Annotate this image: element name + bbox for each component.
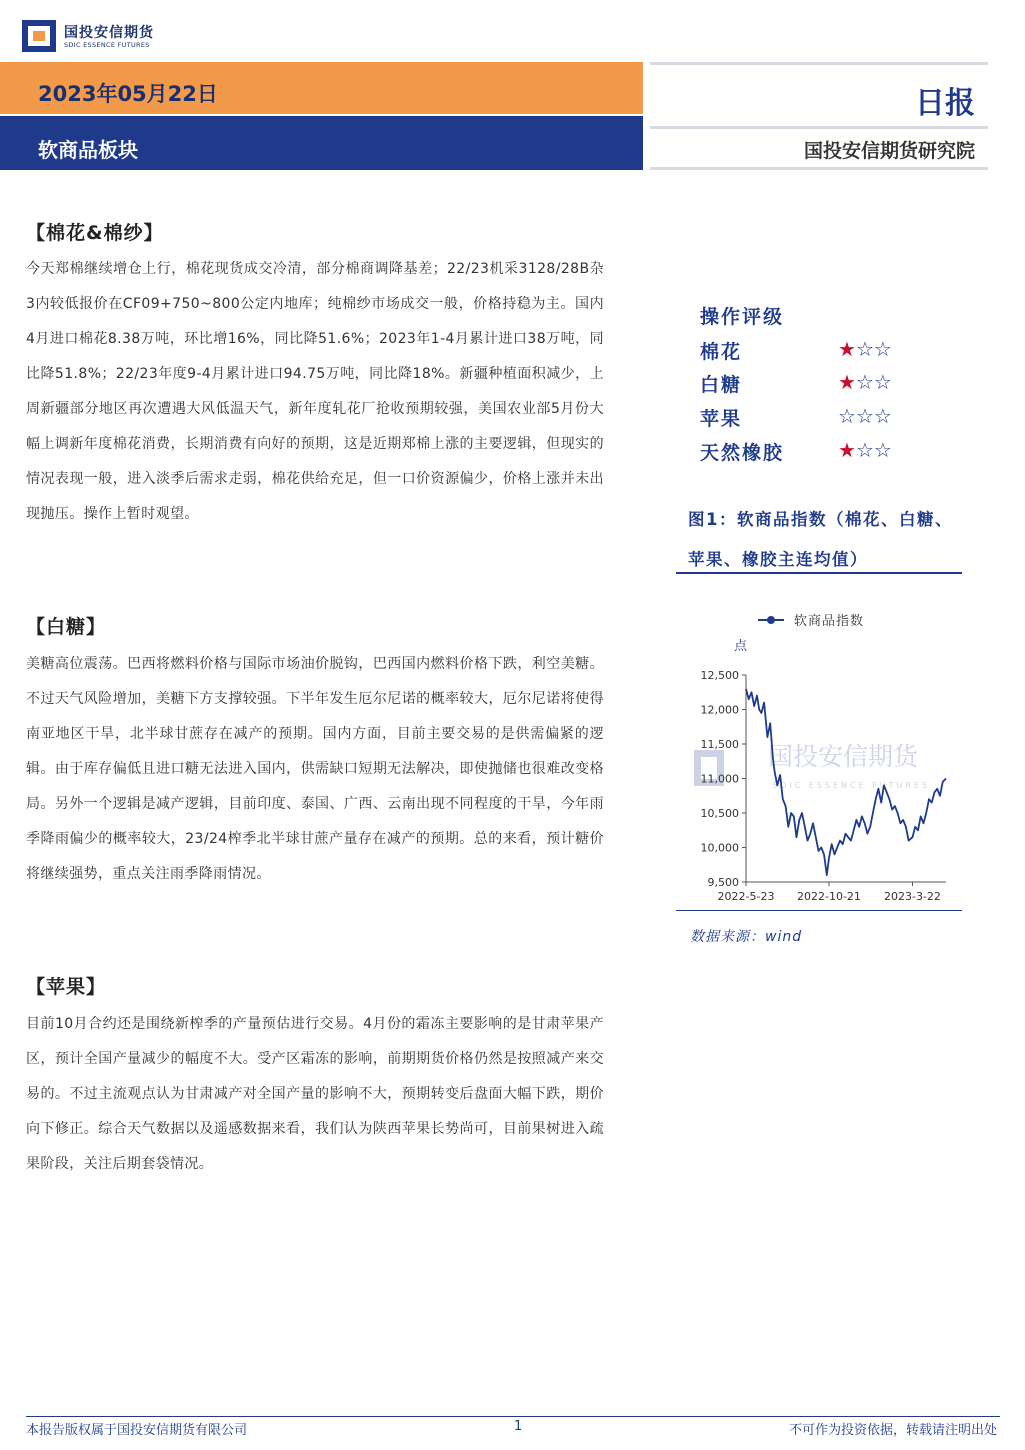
star-empty-icon: ☆ bbox=[855, 438, 874, 462]
watermark-text-cn: 国投安信期货 bbox=[768, 742, 919, 771]
star-empty-icon: ☆ bbox=[855, 404, 874, 428]
y-tick-label: 12,000 bbox=[700, 703, 739, 717]
figure-title: 图1：软商品指数（棉花、白糖、苹果、橡胶主连均值） bbox=[688, 510, 953, 569]
header-rule-bottom bbox=[650, 167, 988, 170]
rating-stars bbox=[838, 438, 892, 462]
rating-row bbox=[700, 404, 920, 434]
rating-item-name: 天然橡胶 bbox=[700, 442, 785, 464]
star-empty-icon: ☆ bbox=[873, 370, 892, 394]
star-empty-icon: ☆ bbox=[873, 404, 892, 428]
section-title-apple: 【苹果】 bbox=[26, 976, 107, 998]
y-axis bbox=[701, 669, 747, 889]
section-title-cotton: 【棉花&棉纱】 bbox=[26, 222, 164, 244]
footer-page-number: 1 bbox=[514, 1419, 523, 1434]
header-rule-top bbox=[650, 62, 988, 65]
rating-row bbox=[700, 337, 920, 367]
star-filled-icon: ★ bbox=[838, 438, 856, 462]
report-date: 2023年05月22日 bbox=[38, 82, 218, 106]
rating-row bbox=[700, 438, 920, 468]
institute-name: 国投安信期货研究院 bbox=[803, 140, 975, 162]
y-tick-label: 12,500 bbox=[700, 669, 739, 682]
line-chart bbox=[676, 600, 966, 905]
y-axis-unit-label: 点 bbox=[734, 639, 748, 654]
rating-item-name: 棉花 bbox=[700, 341, 743, 363]
y-tick-label: 10,000 bbox=[700, 841, 739, 855]
logo-name-cn: 国投安信期货 bbox=[64, 25, 154, 41]
figure-rule-bottom bbox=[676, 910, 962, 911]
rating-item-name: 白糖 bbox=[700, 374, 743, 396]
report-type: 日报 bbox=[915, 86, 975, 121]
rating-stars bbox=[838, 337, 892, 361]
report-sector: 软商品板块 bbox=[38, 138, 138, 162]
section-body-sugar: 美糖高位震荡。巴西将燃料价格与国际市场油价脱钩，巴西国内燃料价格下跌，利空美糖。不过天气风险增加，美糖下方支撑较强。下半年发生厄尔尼诺的概率较大，厄尔尼诺将使得南亚地区干旱，北半球甘蔗存在减产的预期。国内方面，目前主要交易的是供需偏紧的逻辑。由于库存偏低且进口糖无法进入国内，供需缺口短期无法解决，即使抛储也很难改变格局。另外一个逻辑是减产逻辑，目前印度、泰国、广西、云南出现不同程度的干旱，今年雨季降雨偏少的概率较大，23/24榨季北半球甘蔗产量存在减产的预期。总的来看，预计糖价将继续强势，重点关注雨季降雨情况。 bbox=[26, 656, 604, 882]
y-tick-label: 11,000 bbox=[700, 772, 739, 786]
star-filled-icon: ★ bbox=[838, 370, 856, 394]
legend-marker bbox=[767, 616, 775, 624]
star-empty-icon: ☆ bbox=[873, 438, 892, 462]
figure-rule-top bbox=[676, 572, 962, 574]
x-tick-label: 2023-3-22 bbox=[884, 890, 941, 903]
y-tick-label: 11,500 bbox=[700, 738, 739, 751]
rating-item-name: 苹果 bbox=[700, 408, 743, 430]
star-filled-icon: ★ bbox=[838, 337, 856, 361]
y-tick-label: 9,500 bbox=[707, 876, 739, 889]
footer-rule bbox=[26, 1416, 1000, 1417]
section-body-cotton: 今天郑棉继续增仓上行，棉花现货成交冷清，部分棉商调降基差；22/23机采3128/28B杂3内较低报价在CF09+750~800公定内地库；纯棉纱市场成交一般，价格持稳为主。国内4月进口棉花8.38万吨，环比增16%，同比降51.6%；2023年1-4月累计进口38万吨，同比降51.8%；22/23年度9-4月累计进口94.75万吨，同比降18%。新疆种植面积减少，上周新疆部分地区再次遭遇大风低温天气，新年度轧花厂抢收预期较强，美国农业部5月份大幅上调新年度棉花消费，长期消费有向好的预期，这是近期郑棉上涨的主要逻辑，但现实的情况表现一般，进入淡季后需求走弱，棉花供给充足，但一口价资源偏少，价格上涨并未出现抛压。操作上暂时观望。 bbox=[26, 261, 604, 522]
section-title-sugar: 【白糖】 bbox=[26, 616, 107, 638]
x-tick-label: 2022-5-23 bbox=[717, 890, 775, 903]
watermark-text-en: SDIC ESSENCE FUTURES bbox=[772, 781, 931, 790]
x-axis bbox=[718, 882, 946, 903]
rating-stars bbox=[838, 370, 892, 394]
star-empty-icon: ☆ bbox=[873, 337, 892, 361]
chart-legend bbox=[758, 613, 864, 629]
company-logo bbox=[22, 18, 212, 56]
x-tick-label: 2022-10-21 bbox=[796, 890, 861, 903]
star-empty-icon: ☆ bbox=[838, 404, 856, 428]
star-empty-icon: ☆ bbox=[855, 370, 874, 394]
footer-copyright: 本报告版权属于国投安信期货有限公司 bbox=[26, 1423, 248, 1438]
rating-row bbox=[700, 370, 920, 400]
logo-name-en: SDIC ESSENCE FUTURES bbox=[64, 41, 150, 49]
header-rule-middle bbox=[650, 126, 988, 129]
footer-disclaimer: 不可作为投资依据，转载请注明出处 bbox=[788, 1423, 997, 1438]
figure-source: 数据来源：wind bbox=[690, 929, 803, 945]
logo-mark-icon bbox=[22, 20, 56, 52]
rating-title: 操作评级 bbox=[700, 306, 785, 328]
legend-label: 软商品指数 bbox=[794, 614, 865, 629]
y-tick-label: 10,500 bbox=[700, 807, 739, 820]
section-body-apple: 目前10月合约还是围绕新榨季的产量预估进行交易。4月份的霜冻主要影响的是甘肃苹果产区，预计全国产量减少的幅度不大。受产区霜冻的影响，前期期货价格仍然是按照减产来交易的。不过主流观点认为甘肃减产对全国产量的影响不大，预期转变后盘面大幅下跌，期价向下修正。综合天气数据以及遥感数据来看，我们认为陕西苹果长势尚可，目前果树进入疏果阶段，关注后期套袋情况。 bbox=[26, 1016, 604, 1172]
star-empty-icon: ☆ bbox=[855, 337, 874, 361]
rating-stars bbox=[838, 404, 892, 428]
